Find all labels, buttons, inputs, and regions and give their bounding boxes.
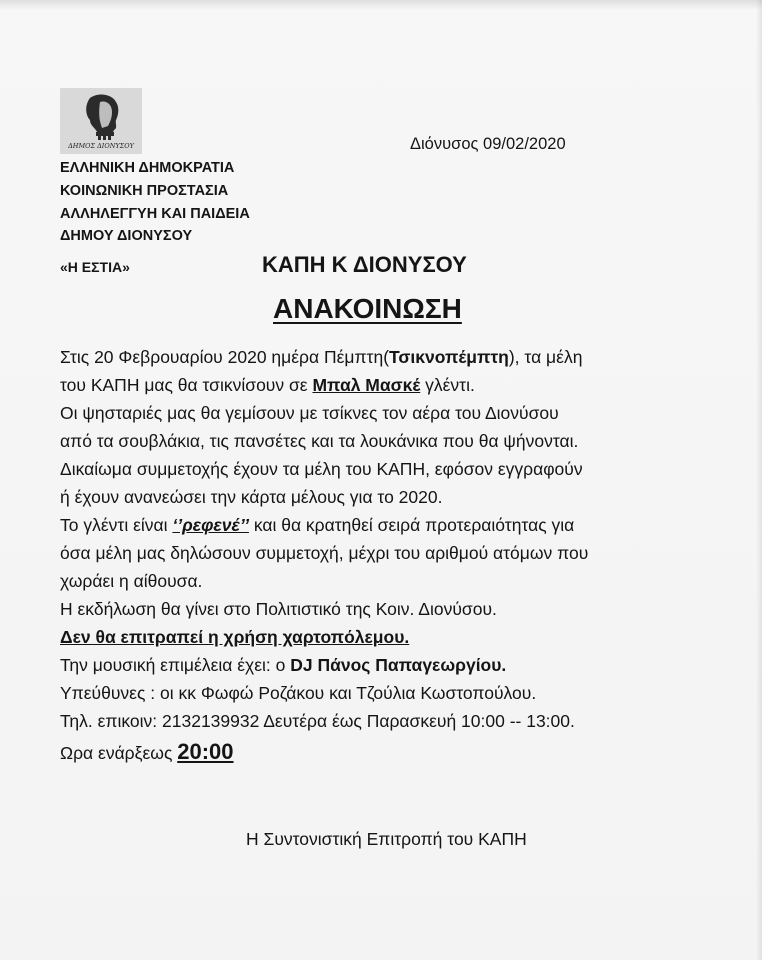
scan-edge-right [756,0,762,960]
estia-label: «Η ΕΣΤΙΑ» [60,259,130,275]
body-line-6: ή έχουν ανανεώσει την κάρτα μέλους για το 2020. [60,487,443,507]
body-line-14: Τηλ. επικοιν: 2132139932 Δευτέρα έως Παρασκευή 10:00 -- 13:00. [60,711,575,731]
org-line-3: ΑΛΛΗΛΕΓΓΥΗ ΚΑΙ ΠΑΙΔΕΙΑ [60,206,250,222]
municipality-logo [60,88,142,154]
refene-term: ‘’ρεφενέ’’ [172,515,249,535]
signature: Η Συντονιστική Επιτροπή του ΚΑΠΗ [246,829,527,849]
body-line-12: Την μουσική επιμέλεια έχει: ο DJ Πάνος Παπαγεωργίου. [60,655,507,675]
body-line-8: όσα μέλη μας δηλώσουν συμμετοχή, μέχρι του αριθμού ατόμων που [60,543,589,563]
body-line-1: Στις 20 Φεβρουαρίου 2020 ημέρα Πέμπτη(Τσικνοπέμπτη), τα μέλη [60,347,583,367]
scan-edge-top [0,0,762,10]
body-line-2: του ΚΑΠΗ μας θα τσικνίσουν σε Μπαλ Μασκέ γλέντι. [60,375,475,395]
body-line-10: Η εκδήλωση θα γίνει στο Πολιτιστικό της Κοιν. Διονύσου. [60,599,497,619]
body-line-9: χωράει η αίθουσα. [60,571,203,591]
logo-caption: ΔΗΜΟΣ ΔΙΟΝΥΣΟΥ [68,142,134,150]
org-line-1: ΕΛΛΗΝΙΚΗ ΔΗΜΟΚΡΑΤΙΑ [60,160,235,176]
body-line-13: Υπεύθυνες : οι κκ Φωφώ Ροζάκου και Τζούλια Κωστοπούλου. [60,683,537,703]
body-line-3: Οι ψησταριές μας θα γεμίσουν με τσίκνες τον αέρα του Διονύσου [60,403,559,423]
body-line-15: Ωρα ενάρξεως 20:00 [60,739,234,764]
body-line-11: Δεν θα επιτραπεί η χρήση χαρτοπόλεμου. [60,627,410,647]
org-line-4: ΔΗΜΟΥ ΔΙΟΝΥΣΟΥ [60,228,193,244]
document-date: Διόνυσος 09/02/2020 [410,135,566,153]
dj-name: DJ Πάνος Παπαγεωργίου. [290,655,507,675]
body-line-5: Δικαίωμα συμμετοχής έχουν τα μέλη του ΚΑΠΗ, εφόσον εγγραφούν [60,459,583,479]
body-line-7: Το γλέντι είναι ‘’ρεφενέ’’ και θα κρατηθεί σειρά προτεραιότητας για [60,515,575,535]
kapi-heading: ΚΑΠΗ Κ ΔΙΟΝΥΣΟΥ [262,252,467,277]
start-time: 20:00 [177,739,234,764]
event-name: Μπαλ Μασκέ [312,375,421,395]
org-line-2: ΚΟΙΝΩΝΙΚΗ ΠΡΟΣΤΑΣΙΑ [60,183,229,199]
body-line-4: από τα σουβλάκια, τις πανσέτες και τα λουκάνικα που θα ψήνονται. [60,431,579,451]
announcement-title: ΑΝΑΚΟΙΝΩΣΗ [273,293,462,324]
